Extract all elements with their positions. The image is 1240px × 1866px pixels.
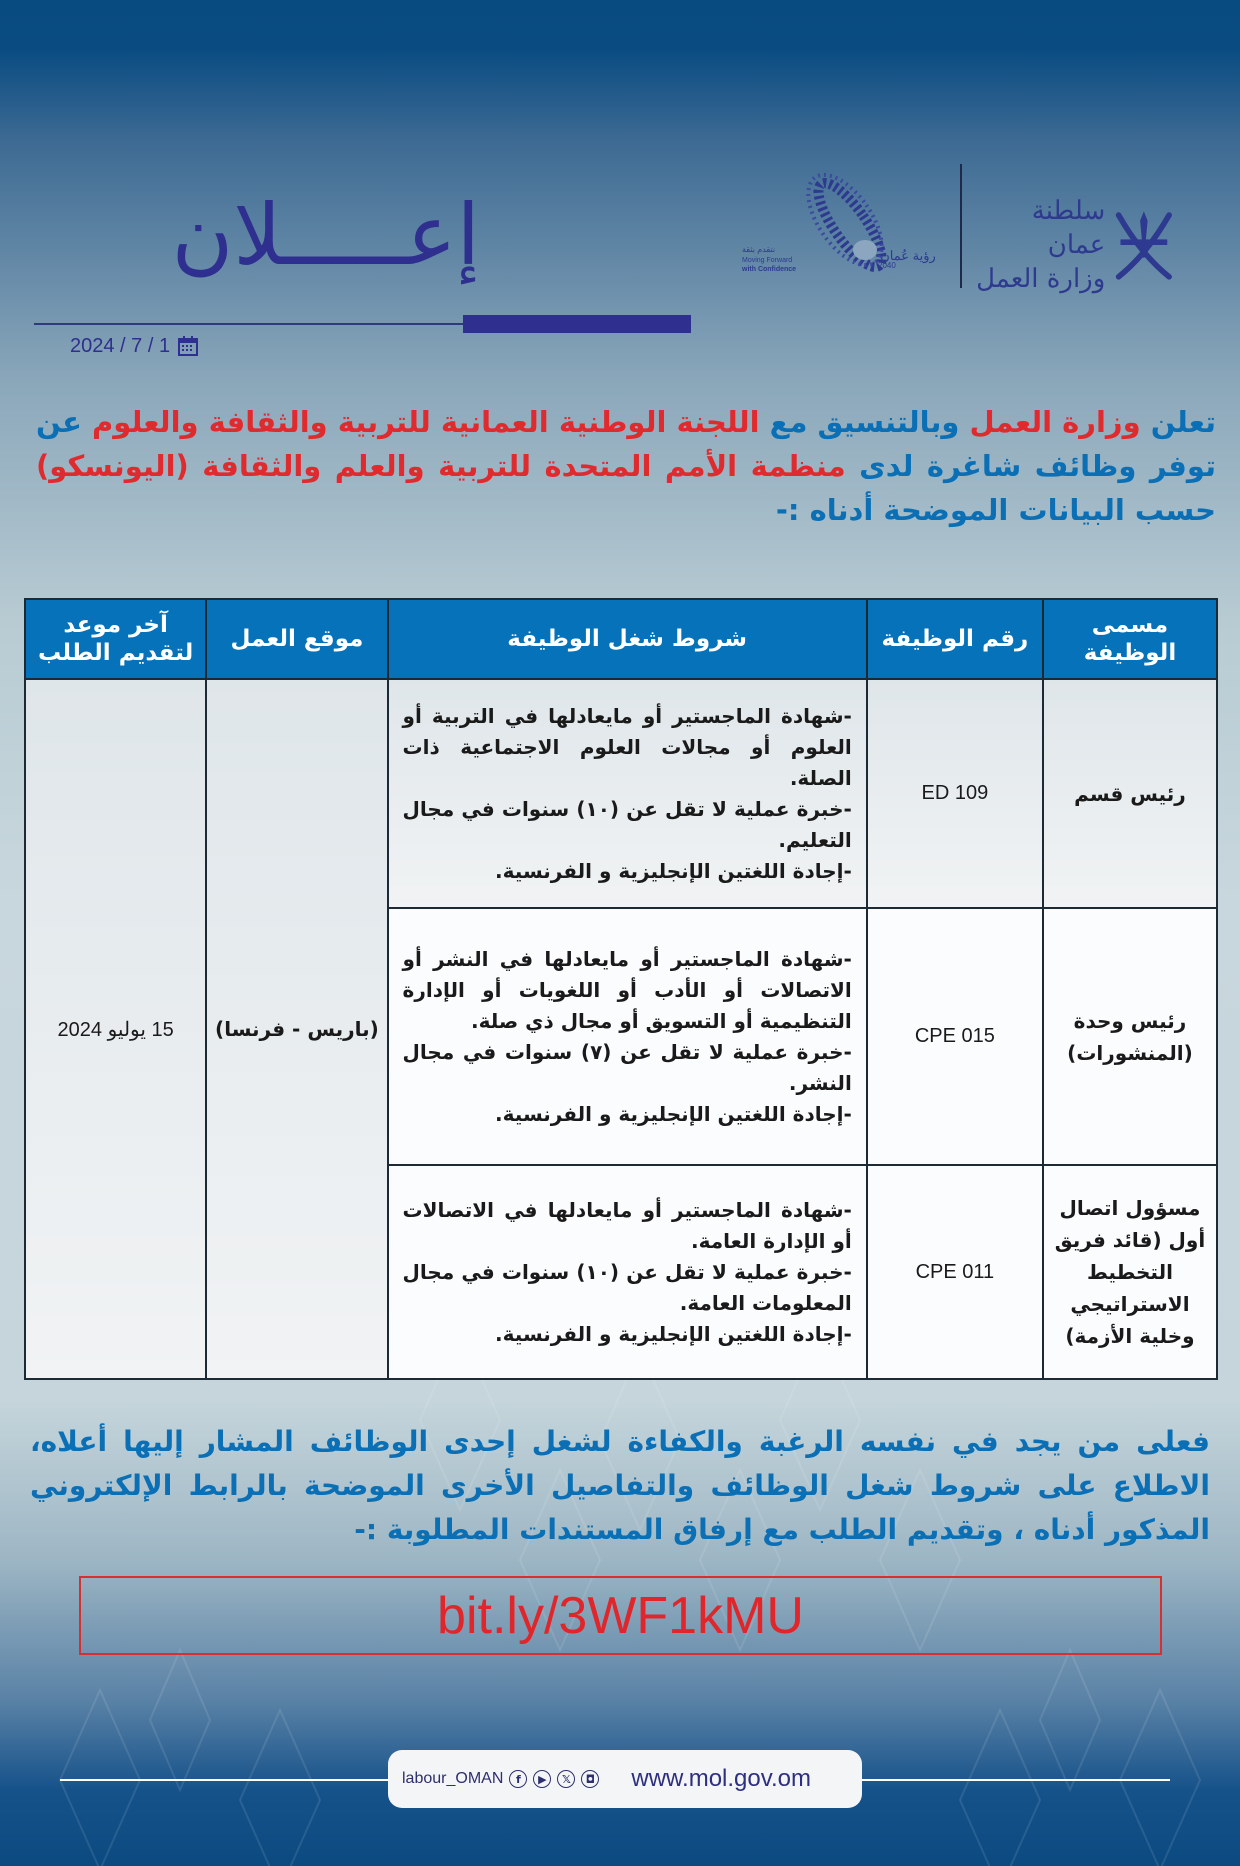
application-link[interactable]: bit.ly/3WF1kMU [437, 1586, 804, 1645]
condition-item: -شهادة الماجستير أو مايعادلها في التربية أو العلوم أو مجالات العلوم الاجتماعية ذات الصلة. [402, 703, 852, 790]
title-underline [34, 323, 464, 325]
table-row [25, 679, 1217, 908]
work-location: (باريس - فرنسا) [206, 679, 387, 1379]
condition-item: -شهادة الماجستير أو مايعادلها في النشر أو الاتصالات أو الأدب أو اللغويات أو الإدارة التنظيمية أو التسويق أو مجال ذي صلة. [402, 946, 852, 1033]
ministry-of-labour-logo [975, 196, 1175, 294]
ministry-line-2: وزارة العمل [976, 264, 1106, 294]
website-link[interactable]: www.mol.gov.om [631, 1765, 811, 1792]
application-link-box [79, 1576, 1162, 1655]
header-job-number: رقم الوظيفة [867, 599, 1043, 679]
x-icon[interactable]: 𝕏 [557, 1770, 575, 1788]
vision-arabic: رؤية عُمان [880, 248, 936, 263]
condition-item: -إجادة اللغتين الإنجليزية و الفرنسية. [495, 1321, 852, 1346]
condition-item: -إجادة اللغتين الإنجليزية و الفرنسية. [495, 1101, 852, 1126]
date-text: 2024 / 7 / 1 [70, 334, 171, 357]
calendar-icon [178, 336, 198, 356]
condition-item: -إجادة اللغتين الإنجليزية و الفرنسية. [495, 858, 852, 883]
footer-contact-bar [388, 1750, 862, 1808]
logo-divider [960, 164, 962, 288]
job-number: CPE 015 [867, 908, 1043, 1165]
intro-text: حسب البيانات الموضحة أدناه :- [775, 493, 1216, 527]
header-location: موقع العمل [206, 599, 387, 679]
title-accent-bar [463, 315, 691, 333]
intro-text: وبالتنسيق مع [759, 405, 970, 439]
header-job-title: مسمى الوظيفة [1043, 599, 1217, 679]
intro-unesco-name: منظمة الأمم المتحدة للتربية والعلم والثقافة (اليونسكو) [36, 449, 846, 483]
vision-slogan-en2: with Confidence [742, 266, 797, 273]
page-title: إعـــــلان [171, 186, 480, 284]
footer-line-left [60, 1779, 400, 1781]
condition-item: -شهادة الماجستير أو مايعادلها في الاتصالات أو الإدارة العامة. [402, 1197, 852, 1253]
jobs-table [24, 598, 1218, 1380]
vision-year: 2040 [878, 261, 896, 270]
intro-text: تعلن [1140, 405, 1216, 439]
job-number: CPE 011 [867, 1165, 1043, 1379]
header-conditions: شروط شغل الوظيفة [388, 599, 867, 679]
announcement-date [70, 333, 198, 359]
table-header-row [25, 599, 1217, 679]
job-title: رئيس وحدة (المنشورات) [1043, 908, 1217, 1165]
intro-text: عن توفر وظائف شاغرة لدى [36, 405, 1216, 483]
youtube-icon[interactable]: ▶ [533, 1770, 551, 1788]
instagram-icon[interactable]: ◘ [581, 1770, 599, 1788]
condition-item: -خبرة عملية لا تقل عن (١٠) سنوات في مجال التعليم. [402, 796, 852, 852]
job-conditions [388, 1165, 867, 1379]
job-conditions [388, 679, 867, 908]
condition-item: -خبرة عملية لا تقل عن (١٠) سنوات في مجال المعلومات العامة. [402, 1259, 852, 1315]
outro-paragraph: فعلى من يجد في نفسه الرغبة والكفاءة لشغل إحدى الوظائف المشار إليها أعلاه، الاطلاع على شروط شغل الوظائف والتفاصيل الأخرى الموضحة بالرابط الإلكتروني المذكور أدناه ، وتقديم الطلب مع إرفاق المستندات المطلوبة :- [30, 1425, 1210, 1546]
oman-vision-2040-logo [740, 170, 950, 285]
vision-slogan-ar: نتقدم بثقة [742, 245, 776, 254]
job-number: ED 109 [867, 679, 1043, 908]
header-deadline: آخر موعد لتقديم الطلب [25, 599, 206, 679]
oman-emblem-icon [1113, 205, 1175, 285]
job-conditions [388, 908, 867, 1165]
footer-line-right [860, 1779, 1170, 1781]
condition-item: -خبرة عملية لا تقل عن (٧) سنوات في مجال النشر. [402, 1039, 852, 1095]
job-title: مسؤول اتصال أول (قائد فريق التخطيط الاستراتيجي وخلية الأزمة) [1043, 1165, 1217, 1379]
intro-ministry-name: وزارة العمل [969, 405, 1141, 439]
ministry-line-1: سلطنة عمان [1031, 196, 1106, 260]
social-handle: labour_OMAN [402, 1770, 504, 1787]
vision-swirl-icon [740, 170, 950, 285]
application-deadline: 15 يوليو 2024 [25, 679, 206, 1379]
facebook-icon[interactable]: f [509, 1770, 527, 1788]
job-title: رئيس قسم [1043, 679, 1217, 908]
intro-committee-name: اللجنة الوطنية العمانية للتربية والثقافة والعلوم [92, 405, 760, 439]
intro-paragraph [36, 400, 1216, 532]
vision-slogan-en1: Moving Forward [742, 257, 793, 264]
